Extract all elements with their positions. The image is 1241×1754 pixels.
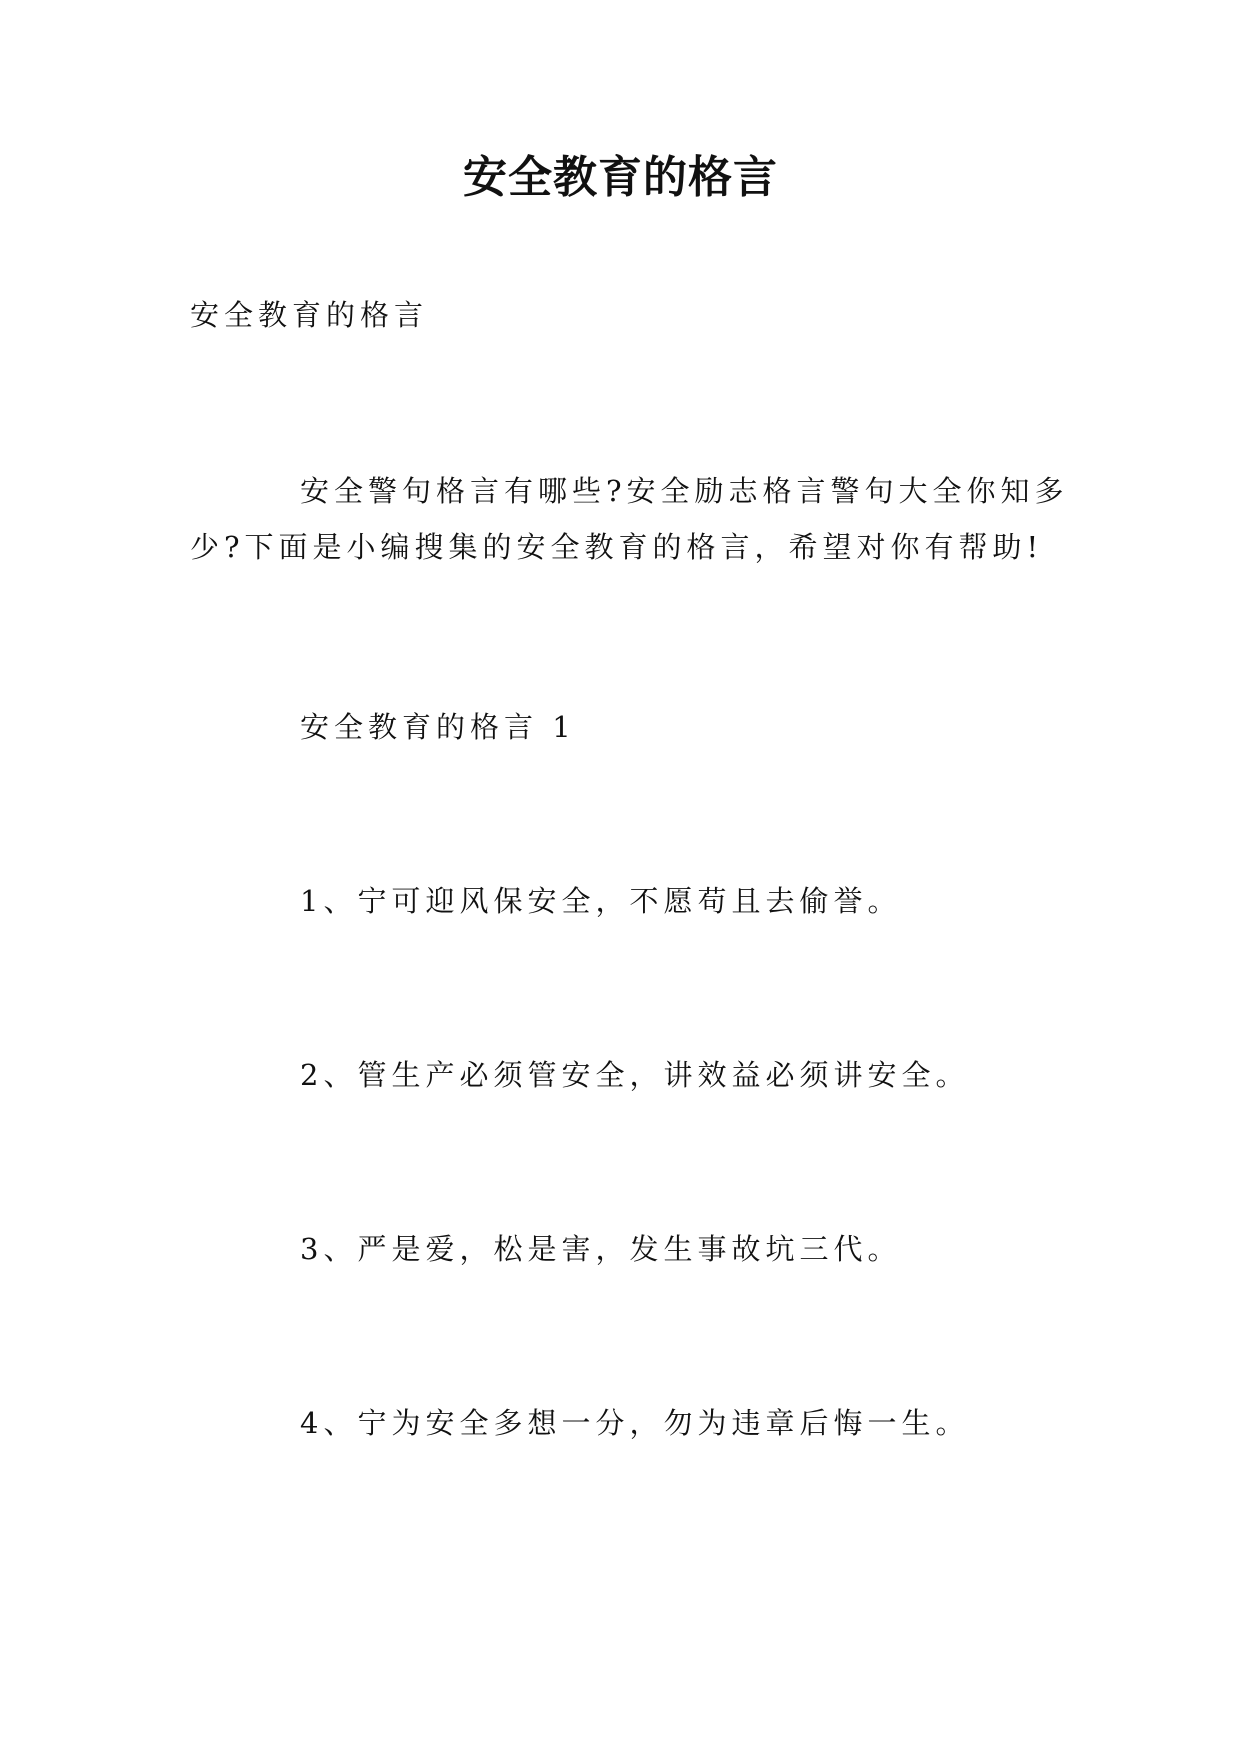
quote-item-1: 1、宁可迎风保安全，不愿苟且去偷誉。 [300, 884, 902, 918]
intro-paragraph: 安全警句格言有哪些?安全励志格言警句大全你知多少?下面是小编搜集的安全教育的格言，希望对你有帮助! [190, 474, 1069, 564]
document-title: 安全教育的格言 [463, 152, 778, 203]
quote-item-3: 3、严是爱，松是害，发生事故坑三代。 [300, 1232, 902, 1266]
quote-item-2: 2、管生产必须管安全，讲效益必须讲安全。 [300, 1058, 970, 1092]
quote-item-4: 4、宁为安全多想一分，勿为违章后悔一生。 [300, 1406, 970, 1440]
section-heading: 安全教育的格言 1 [300, 710, 576, 744]
document-subtitle: 安全教育的格言 [190, 298, 429, 332]
